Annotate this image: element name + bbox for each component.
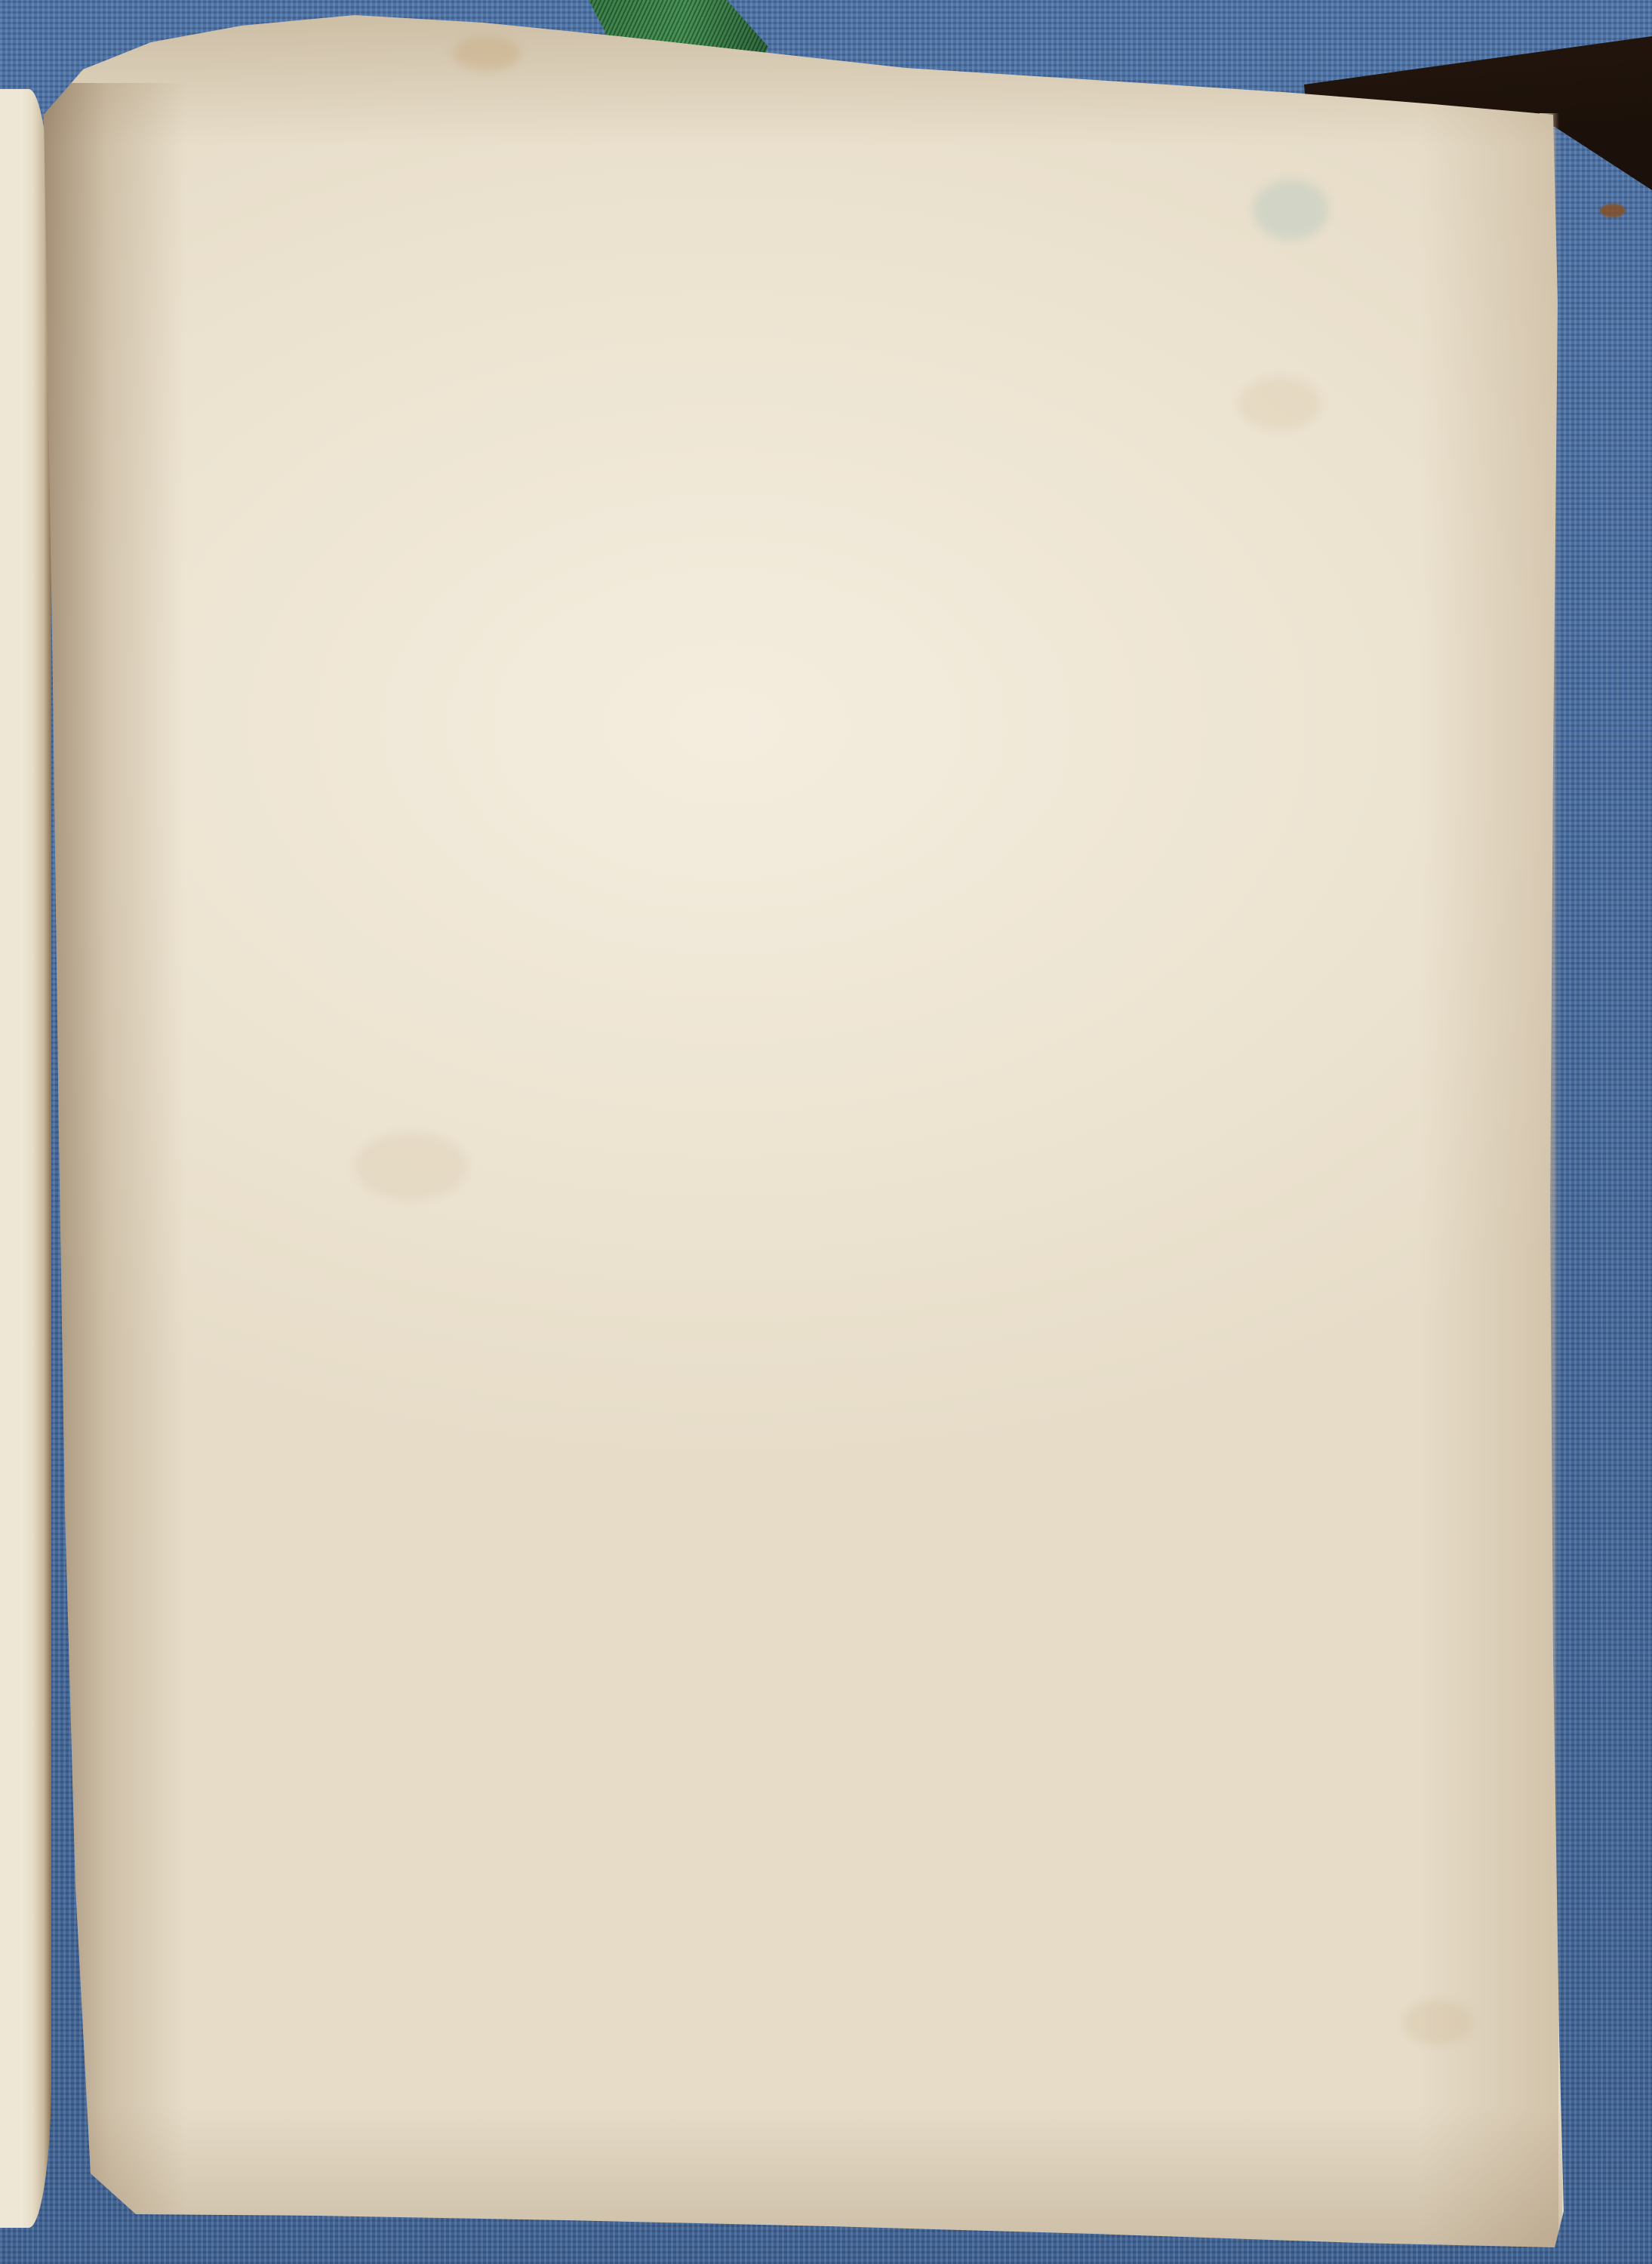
page-shadow-right (1419, 106, 1558, 2249)
paper-stain (1404, 2000, 1472, 2045)
gutter-shadow (42, 83, 186, 2234)
paper-stain (1253, 180, 1328, 240)
page-shadow-bottom (45, 2106, 1562, 2256)
paper-stain (355, 1132, 468, 1200)
facing-page-edge (0, 89, 51, 2228)
paper-stain (1238, 377, 1321, 430)
paper-stain (453, 36, 521, 71)
